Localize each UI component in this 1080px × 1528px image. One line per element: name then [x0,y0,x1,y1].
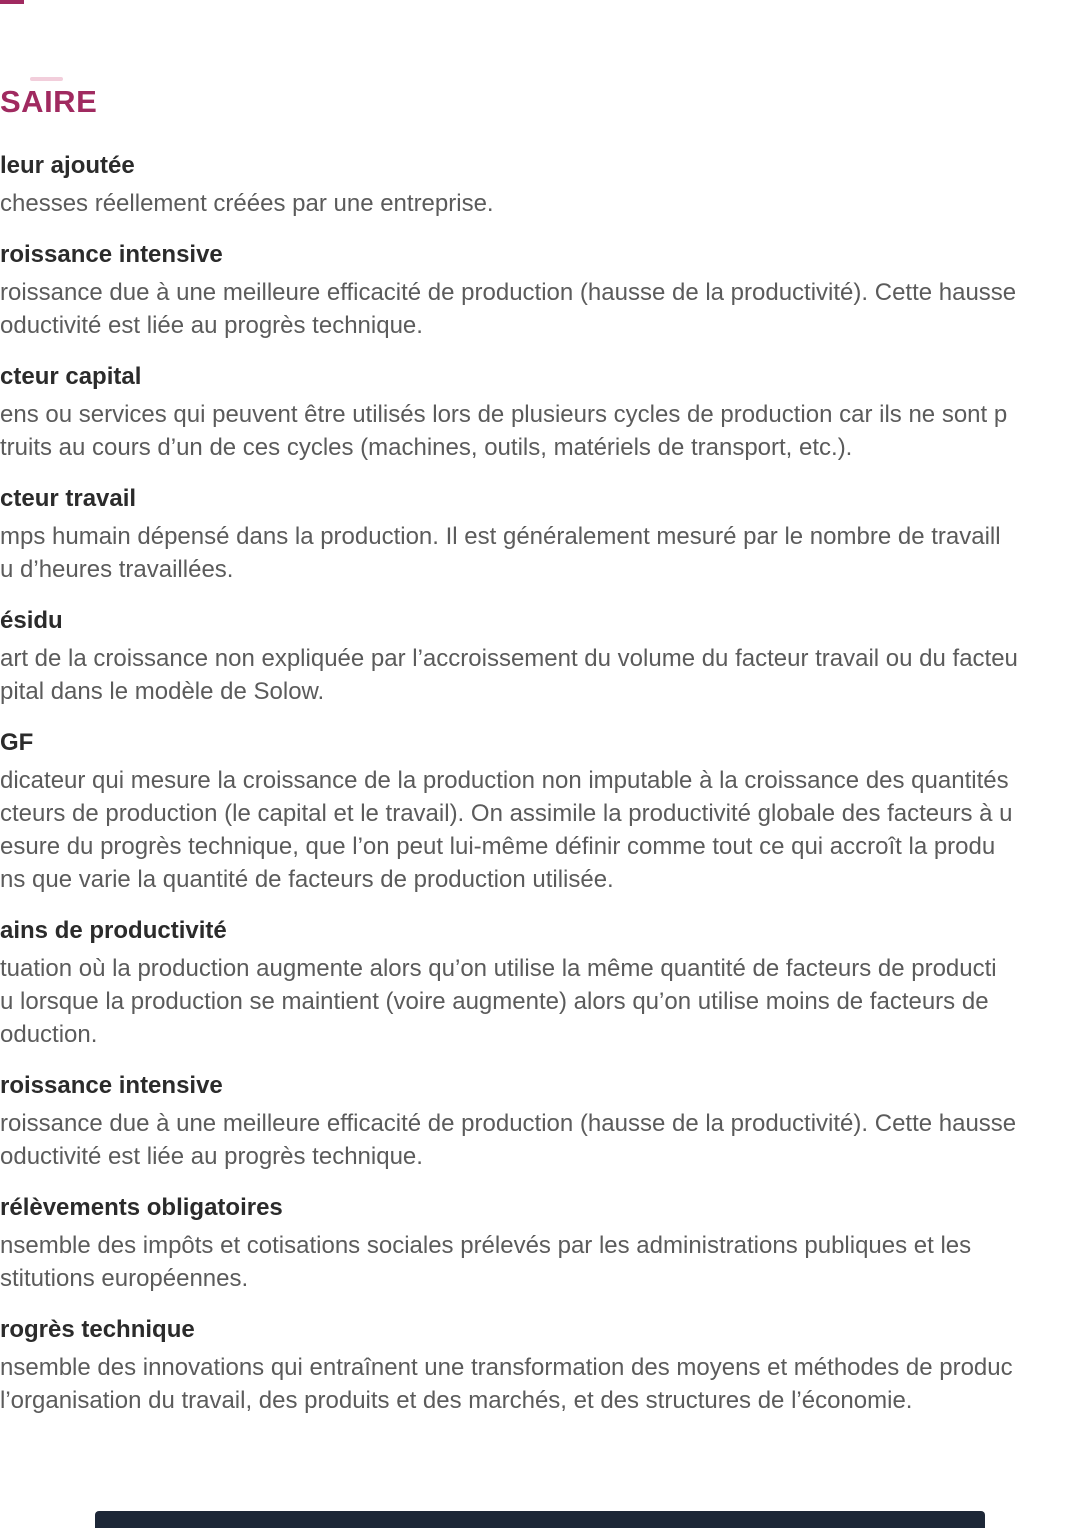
glossary-term: rélèvements obligatoires [0,1194,283,1221]
glossary-term: rogrès technique [0,1316,195,1343]
glossary-definition-line: oductivité est liée au progrès technique. [0,312,423,339]
glossary-definition-line: cteurs de production (le capital et le travail). On assimile la productivité globale des facteurs à u [0,800,1013,827]
glossary-definition-line: roissance due à une meilleure efficacité de production (hausse de la productivité). Cette hausse [0,1110,1017,1137]
page-title: SAIRE [0,84,98,119]
glossary-entry [0,1316,1080,1417]
glossary-definition-line: dicateur qui mesure la croissance de la production non imputable à la croissance des quantités [0,767,1009,794]
glossary-definition-line: truits au cours d’un de ces cycles (machines, outils, matériels de transport, etc.). [0,434,853,461]
glossary-entry [0,917,1080,1051]
glossary-definition-line: ns que varie la quantité de facteurs de production utilisée. [0,866,614,893]
page-edge-accent-mark [0,0,24,4]
glossary-term: roissance intensive [0,1072,223,1099]
glossary-definition-line: nsemble des impôts et cotisations sociales prélevés par les administrations publiques et les [0,1232,972,1259]
glossary-definition-line: u lorsque la production se maintient (voire augmente) alors qu’on utilise moins de facteurs de [0,988,989,1015]
glossary-entry [0,729,1080,896]
glossary-definition-line: chesses réellement créées par une entreprise. [0,190,494,217]
glossary-definition-line: roissance due à une meilleure efficacité de production (hausse de la productivité). Cette hausse [0,279,1017,306]
glossary-definition-line: art de la croissance non expliquée par l’accroissement du volume du facteur travail ou du facteu [0,645,1018,672]
glossary-definition-line: ens ou services qui peuvent être utilisés lors de plusieurs cycles de production car ils ne sont p [0,401,1008,428]
glossary-entry [0,1194,1080,1295]
glossary-entry [0,607,1080,708]
glossary-definition-line: tuation où la production augmente alors qu’on utilise la même quantité de facteurs de producti [0,955,997,982]
glossary-term: leur ajoutée [0,152,135,179]
glossary-term: ésidu [0,607,63,634]
glossary-definition-line: oductivité est liée au progrès technique. [0,1143,423,1170]
pink-highlight-mark [30,77,63,81]
glossary-definition-line: oduction. [0,1021,98,1048]
glossary-entry [0,363,1080,464]
glossary-definition-line: stitutions européennes. [0,1265,249,1292]
glossary-entry [0,152,1080,220]
glossary-entry [0,485,1080,586]
glossary-definition-line: esure du progrès technique, que l’on peut lui-même définir comme tout ce qui accroît la produ [0,833,996,860]
glossary-term: roissance intensive [0,241,223,268]
glossary-term: GF [0,729,34,756]
glossary-definition-line: u d’heures travaillées. [0,556,234,583]
glossary-definition-line: l’organisation du travail, des produits et des marchés, et des structures de l’économie. [0,1387,913,1414]
glossary-definition-line: pital dans le modèle de Solow. [0,678,325,705]
glossary-definition-line: nsemble des innovations qui entraînent une transformation des moyens et méthodes de produc [0,1354,1013,1381]
glossary-term: cteur travail [0,485,137,512]
glossary-definition-line: mps humain dépensé dans la production. Il est généralement mesuré par le nombre de travaill [0,523,1001,550]
glossary-term: cteur capital [0,363,142,390]
glossary-term: ains de productivité [0,917,227,944]
bottom-bar [95,1511,985,1528]
glossary-entry [0,1072,1080,1173]
glossary-entry [0,241,1080,342]
